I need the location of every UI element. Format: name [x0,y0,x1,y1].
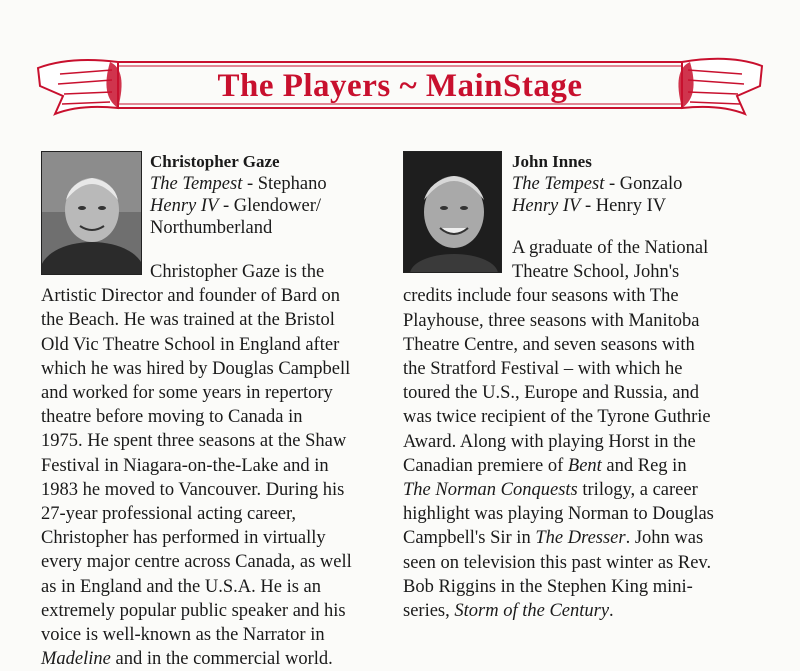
role-credit: The Tempest - Stephano [150,174,327,194]
player-name: Christopher Gaze [150,152,280,171]
page-title: The Players ~ MainStage [217,68,583,104]
bio-line: highlight was playing Norman to Douglas [403,504,714,525]
bio-line: was twice recipient of the Tyrone Guthrie [403,407,711,428]
bio-line: Madeline and in the commercial world. [41,649,333,670]
bio-line: 27-year professional acting career, [41,504,297,525]
title-banner [0,0,800,130]
bio-line: A graduate of the National [512,238,709,258]
christopher-gaze-photo [41,151,142,275]
christopher-gaze-bio [41,260,381,671]
player-name: John Innes [512,152,592,171]
bio-line: Canadian premiere of Bent and Reg in [403,455,687,476]
bio-line: Old Vic Theatre School in England after [41,334,340,355]
bio-line: which he was hired by Douglas Campbell [41,358,351,379]
bio-line: Theatre Centre, and seven seasons with [403,334,695,355]
bio-line: Award. Along with playing Horst in the [403,431,696,452]
bio-line: seen on television this past winter as Rev. [403,552,712,573]
bio-line: The Norman Conquests trilogy, a career [403,480,698,501]
role-credit: Henry IV - Glendower/ [150,196,322,216]
bio-line: Artistic Director and founder of Bard on [41,286,340,307]
bio-line: extremely popular public speaker and his [41,600,346,621]
role-credit: Henry IV - Henry IV [512,196,667,216]
bio-line: the Beach. He was trained at the Bristol [41,310,335,331]
bio-line: and worked for some years in repertory [41,383,333,404]
bio-line: theatre before moving to Canada in [41,407,303,428]
bio-line: series, Storm of the Century. [403,601,614,622]
bio-line: Christopher has performed in virtually [41,528,326,549]
bio-line: the Stratford Festival – with which he [403,359,683,380]
bio-line: Bob Riggins in the Stephen King mini- [403,576,693,597]
bio-line: Theatre School, John's [512,262,680,283]
role-credit: The Tempest - Gonzalo [512,174,683,194]
bio-line: as in England and the U.S.A. He is an [41,576,322,597]
scroll-banner-graphic [0,0,800,130]
role-credit: Northumberland [150,218,273,238]
bio-line: voice is well-known as the Narrator in [41,625,325,646]
bio-line: toured the U.S., Europe and Russia, and [403,383,699,404]
bio-line: 1975. He spent three seasons at the Shaw [41,431,347,452]
bio-line: Christopher Gaze is the [150,262,325,282]
bio-line: credits include four seasons with The [403,286,679,307]
bio-line: Campbell's Sir in The Dresser. John was [403,528,704,549]
bio-line: Playhouse, three seasons with Manitoba [403,310,700,331]
bio-line: Festival in Niagara-on-the-Lake and in [41,455,329,476]
bio-line: every major centre across Canada, as well [41,552,352,573]
john-innes-bio [403,236,763,623]
bio-line: 1983 he moved to Vancouver. During his [41,479,345,500]
